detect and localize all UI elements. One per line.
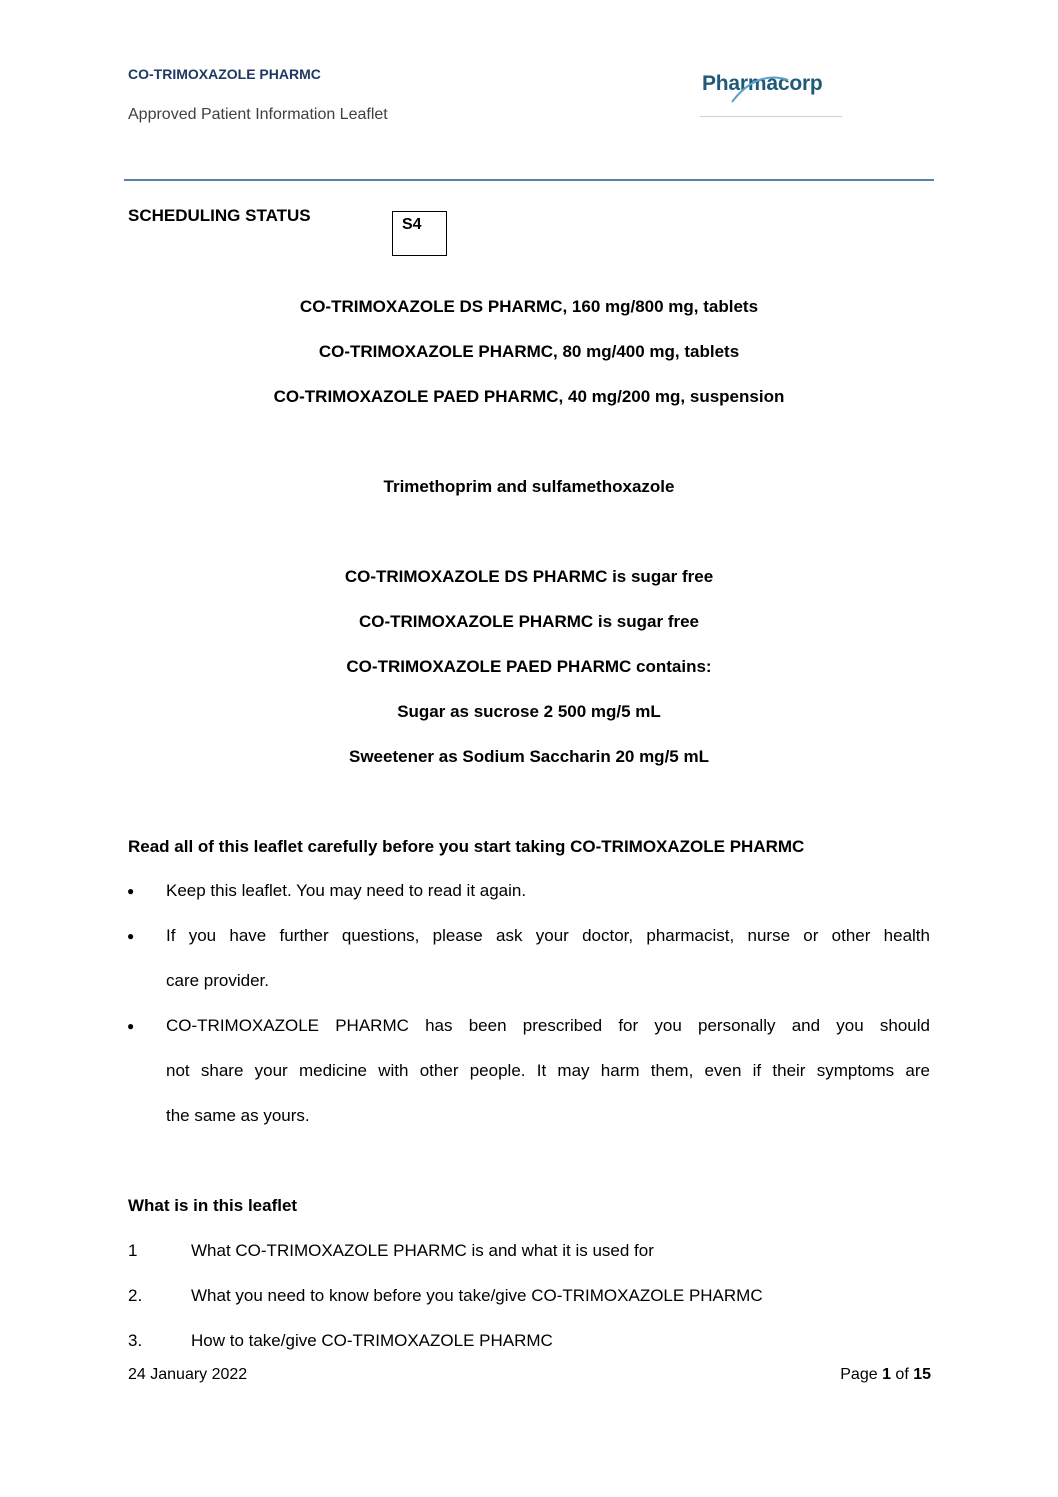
- composition-line: CO-TRIMOXAZOLE PHARMC is sugar free: [358, 612, 700, 631]
- product-title-paed: CO-TRIMOXAZOLE PAED PHARMC, 40 mg/200 mg, suspension: [273, 387, 785, 406]
- bullet-icon: ●: [127, 1019, 135, 1033]
- toc-number: 2.: [128, 1286, 143, 1305]
- logo-swoosh-icon: [730, 68, 790, 108]
- composition-line: CO-TRIMOXAZOLE PAED PHARMC contains:: [346, 657, 712, 676]
- bullet-text: Keep this leaflet. You may need to read it again.: [166, 881, 527, 900]
- active-ingredients: Trimethoprim and sulfamethoxazole: [383, 477, 675, 496]
- bullet-text: CO-TRIMOXAZOLE PHARMC has been prescribed for you personally and you should: [166, 1016, 930, 1035]
- toc-item: What CO-TRIMOXAZOLE PHARMC is and what it is used for: [191, 1241, 654, 1260]
- toc-item: How to take/give CO-TRIMOXAZOLE PHARMC: [191, 1331, 553, 1350]
- composition-line: Sugar as sucrose 2 500 mg/5 mL: [397, 702, 661, 721]
- bullet-icon: ●: [127, 929, 135, 943]
- footer-date: 24 January 2022: [128, 1366, 248, 1383]
- header-divider: [124, 179, 934, 181]
- header-title: CO-TRIMOXAZOLE PHARMC: [128, 66, 321, 82]
- header-subtitle: Approved Patient Information Leaflet: [128, 106, 388, 123]
- logo-text: Pharmacorp: [702, 72, 823, 95]
- page-separator: of: [890, 1366, 914, 1383]
- bullet-text: If you have further questions, please ask your doctor, pharmacist, nurse or other health: [166, 926, 930, 945]
- scheduling-status-box: [392, 211, 447, 256]
- product-title-standard: CO-TRIMOXAZOLE PHARMC, 80 mg/400 mg, tablets: [318, 342, 740, 361]
- composition-line: Sweetener as Sodium Saccharin 20 mg/5 mL: [349, 747, 709, 766]
- read-leaflet-heading: Read all of this leaflet carefully before you start taking CO-TRIMOXAZOLE PHARMC: [128, 837, 805, 856]
- logo-underline: [700, 116, 842, 117]
- page-total: 15: [913, 1366, 931, 1383]
- toc-heading: What is in this leaflet: [128, 1196, 298, 1215]
- composition-line: CO-TRIMOXAZOLE DS PHARMC is sugar free: [344, 567, 714, 586]
- page-current: 1: [882, 1366, 891, 1383]
- product-title-ds: CO-TRIMOXAZOLE DS PHARMC, 160 mg/800 mg, tablets: [299, 297, 759, 316]
- bullet-text: care provider.: [166, 971, 269, 990]
- company-logo: [700, 64, 842, 118]
- toc-item: What you need to know before you take/give CO-TRIMOXAZOLE PHARMC: [191, 1286, 763, 1305]
- scheduling-status-value: S4: [402, 216, 422, 233]
- toc-number: 1: [128, 1241, 138, 1260]
- page-number: [800, 1366, 931, 1384]
- page-prefix: Page: [840, 1366, 883, 1383]
- bullet-text: the same as yours.: [166, 1106, 310, 1125]
- scheduling-status-label: SCHEDULING STATUS: [128, 206, 311, 225]
- bullet-icon: ●: [127, 884, 135, 898]
- toc-number: 3.: [128, 1331, 143, 1350]
- bullet-text: not share your medicine with other people. It may harm them, even if their symptoms are: [166, 1061, 930, 1080]
